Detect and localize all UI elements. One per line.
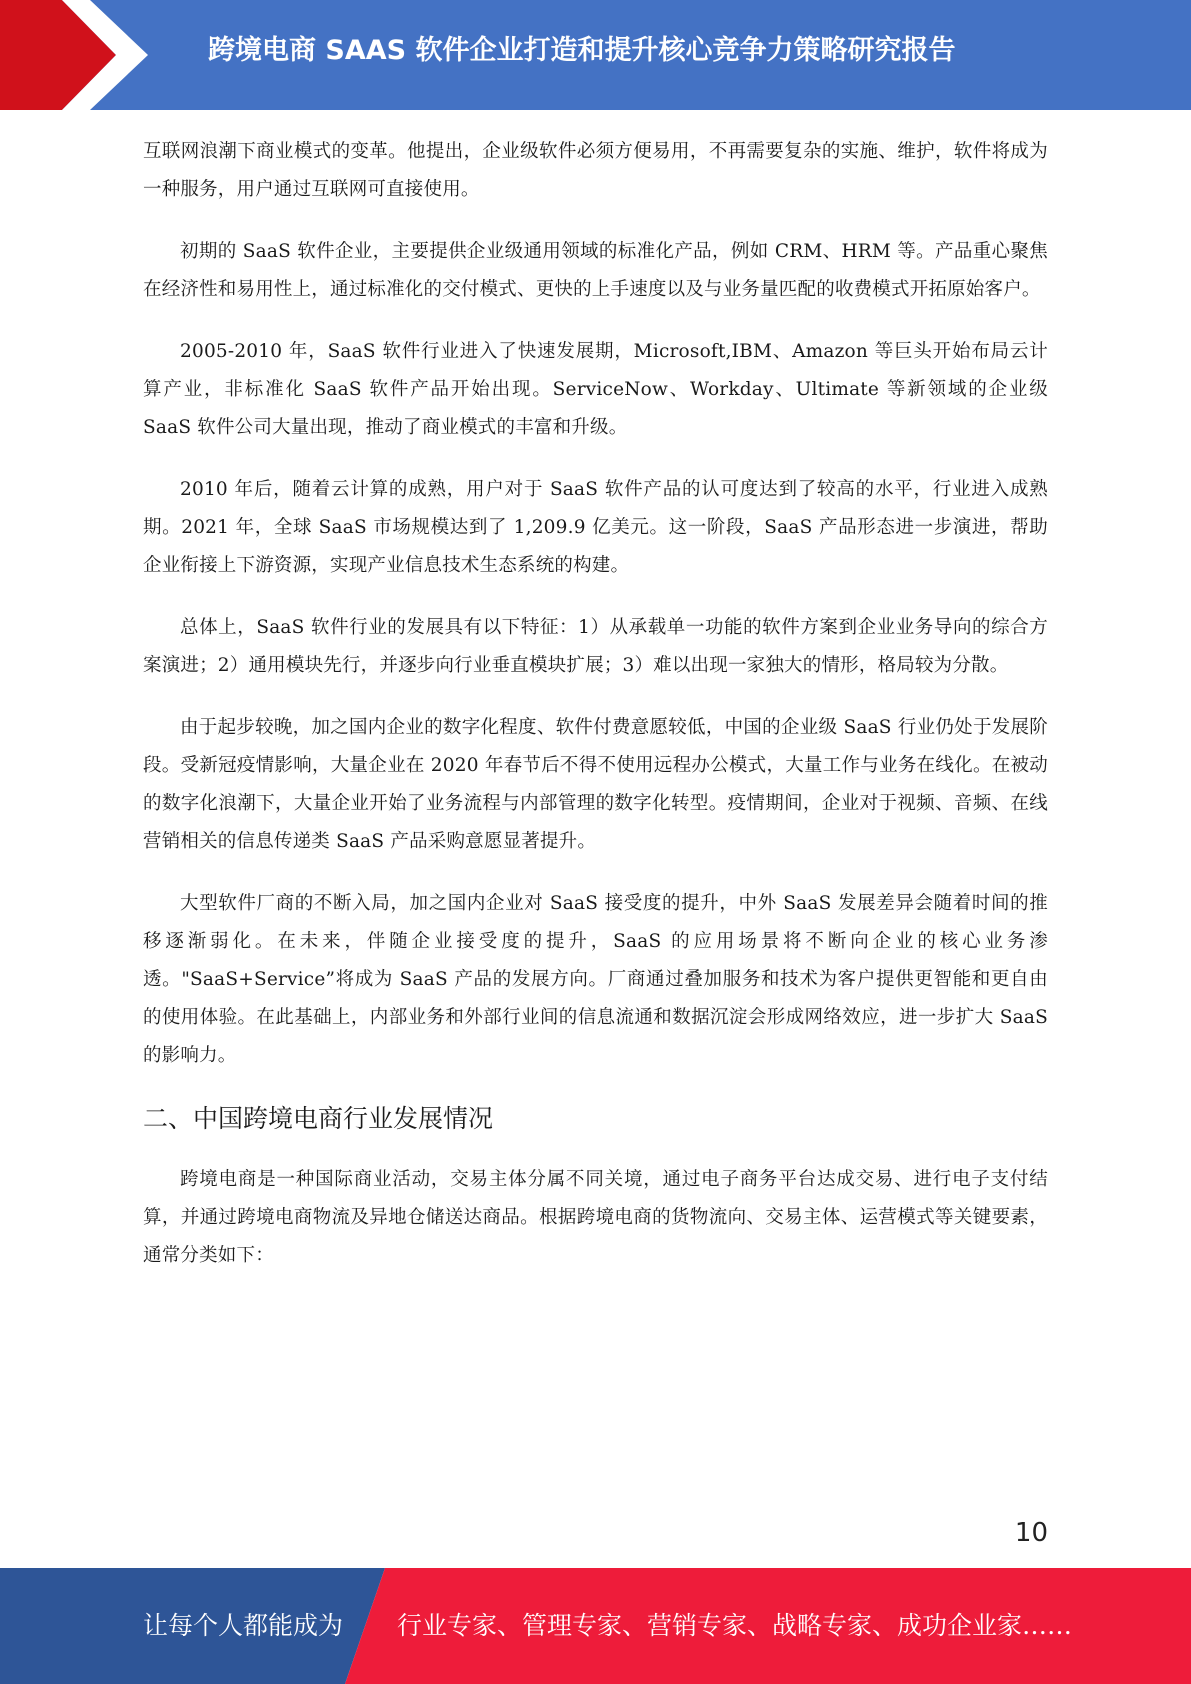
- page-footer: [0, 1568, 1191, 1684]
- footer-slogan-right: 行业专家、管理专家、营销专家、战略专家、成功企业家……: [397, 1611, 1073, 1640]
- paragraph: 2005-2010 年，SaaS 软件行业进入了快速发展期，Microsoft,IBM、Amazon 等巨头开始布局云计算产业，非标准化 SaaS 软件产品开始出现。ServiceNow、Workday、Ultimate 等新领域的企业级 SaaS 软件公司大量出现，推动了商业模式的丰富和升级。: [143, 341, 1048, 438]
- section-heading: 二、中国跨境电商行业发展情况: [143, 1104, 494, 1133]
- footer-slogan-left: 让每个人都能成为: [143, 1611, 344, 1640]
- paragraph: 总体上，SaaS 软件行业的发展具有以下特征：1）从承载单一功能的软件方案到企业业务导向的综合方案演进；2）通用模块先行，并逐步向行业垂直模块扩展；3）难以出现一家独大的情形，格局较为分散。: [143, 617, 1048, 676]
- paragraph: 初期的 SaaS 软件企业，主要提供企业级通用领域的标准化产品，例如 CRM、HRM 等。产品重心聚焦在经济性和易用性上，通过标准化的交付模式、更快的上手速度以及与业务量匹配的收费模式开拓原始客户。: [143, 241, 1048, 300]
- report-title: 跨境电商 SAAS 软件企业打造和提升核心竞争力策略研究报告: [208, 35, 956, 66]
- page-header: [0, 0, 1191, 110]
- paragraph: 由于起步较晚，加之国内企业的数字化程度、软件付费意愿较低，中国的企业级 SaaS 行业仍处于发展阶段。受新冠疫情影响，大量企业在 2020 年春节后不得不使用远程办公模式，大量工作与业务在线化。在被动的数字化浪潮下，大量企业开始了业务流程与内部管理的数字化转型。疫情期间，企业对于视频、音频、在线营销相关的信息传递类 SaaS 产品采购意愿显著提升。: [143, 717, 1048, 852]
- page-number: 10: [1014, 1518, 1048, 1548]
- paragraph: 大型软件厂商的不断入局，加之国内企业对 SaaS 接受度的提升，中外 SaaS 发展差异会随着时间的推移逐渐弱化。在未来，伴随企业接受度的提升，SaaS 的应用场景将不断向企业的核心业务渗透。"SaaS+Service”将成为 SaaS 产品的发展方向。厂商通过叠加服务和技术为客户提供更智能和更自由的使用体验。在此基础上，内部业务和外部行业间的信息流通和数据沉淀会形成网络效应，进一步扩大 SaaS 的影响力。: [143, 893, 1048, 1066]
- header-arrow-decoration: [0, 0, 160, 110]
- paragraph: 跨境电商是一种国际商业活动，交易主体分属不同关境，通过电子商务平台达成交易、进行电子支付结算，并通过跨境电商物流及异地仓储送达商品。根据跨境电商的货物流向、交易主体、运营模式等关键要素，通常分类如下：: [143, 1169, 1048, 1266]
- paragraph: 2010 年后，随着云计算的成熟，用户对于 SaaS 软件产品的认可度达到了较高的水平，行业进入成熟期。2021 年，全球 SaaS 市场规模达到了 1,209.9 亿美元。这一阶段，SaaS 产品形态进一步演进，帮助企业衔接上下游资源，实现产业信息技术生态系统的构建。: [143, 479, 1048, 576]
- paragraph: 互联网浪潮下商业模式的变革。他提出，企业级软件必须方便易用，不再需要复杂的实施、维护，软件将成为一种服务，用户通过互联网可直接使用。: [143, 141, 1048, 200]
- body-content: [143, 133, 1048, 1299]
